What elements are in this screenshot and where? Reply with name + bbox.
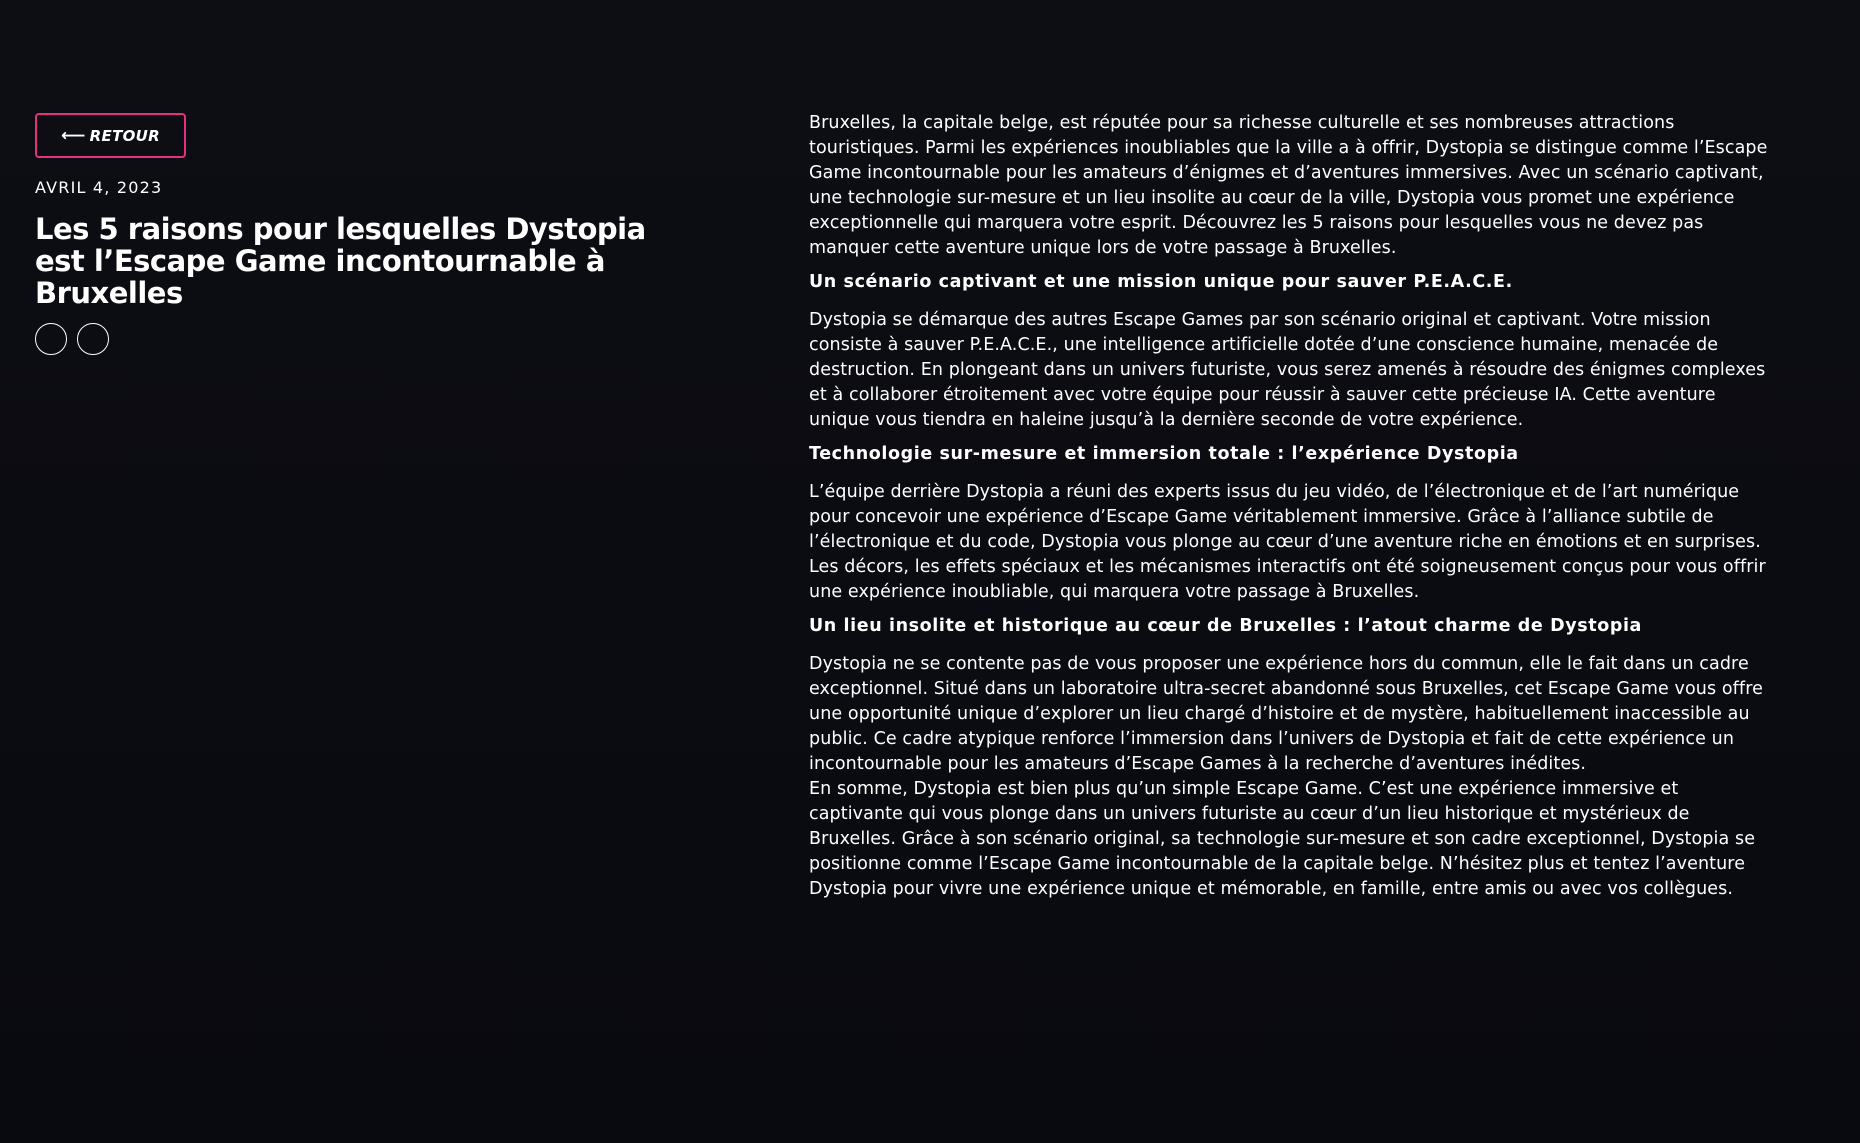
share-circle-icon[interactable] [35, 323, 67, 355]
section-paragraph: L’équipe derrière Dystopia a réuni des experts issus du jeu vidéo, de l’électronique et de l’art numérique pour concevoir une expérience d’Escape Game véritablement immersive. Grâce à l’alliance subtile de l’électronique et du code, Dystopia vous plonge au cœur d’une aventure riche en émotions et en surprises. Les décors, les effets spéciaux et les mécanismes interactifs ont été soigneusement conçus pour vous offrir une expérience inoubliable, qui marquera votre passage à Bruxelles. [809, 482, 1766, 602]
section-paragraph: Dystopia ne se contente pas de vous proposer une expérience hors du commun, elle le fait dans un cadre exceptionnel. Situé dans un laboratoire ultra-secret abandonné sous Bruxelles, cet Escape Game vous offre une opportunité unique d’explorer un lieu chargé d’histoire et de mystère, habituellement inaccessible au public. Ce cadre atypique renforce l’immersion dans l’univers de Dystopia et fait de cette expérience un incontournable pour les amateurs d’Escape Games à la recherche d’aventures inédites. [809, 654, 1763, 774]
arrow-left-icon: ⟵ [61, 125, 86, 146]
page-title: Les 5 raisons pour lesquelles Dystopia est l’Escape Game incontournable à Bruxelles [35, 212, 646, 310]
post-date: AVRIL 4, 2023 [35, 178, 163, 197]
share-circle-icon[interactable] [77, 323, 109, 355]
section-heading: Un lieu insolite et historique au cœur de Bruxelles : l’atout charme de Dystopia [809, 616, 1642, 636]
back-button[interactable] [35, 113, 186, 158]
section-heading: Technologie sur-mesure et immersion totale : l’expérience Dystopia [809, 444, 1519, 464]
article-body [809, 111, 1769, 902]
share-buttons [35, 323, 695, 355]
section-heading: Un scénario captivant et une mission unique pour sauver P.E.A.C.E. [809, 272, 1513, 292]
article-conclusion: En somme, Dystopia est bien plus qu’un simple Escape Game. C’est une expérience immersive et captivante qui vous plonge dans un univers futuriste au cœur d’un lieu historique et mystérieux de Bruxelles. Grâce à son scénario original, sa technologie sur-mesure et son cadre exceptionnel, Dystopia se positionne comme l’Escape Game incontournable de la capitale belge. N’hésitez plus et tentez l’aventure Dystopia pour vivre une expérience unique et mémorable, en famille, entre amis ou avec vos collègues. [809, 779, 1756, 899]
section-paragraph: Dystopia se démarque des autres Escape Games par son scénario original et captivant. Votre mission consiste à sauver P.E.A.C.E., une intelligence artificielle dotée d’une conscience humaine, menacée de destruction. En plongeant dans un univers futuriste, vous serez amenés à résoudre des énigmes complexes et à collaborer étroitement avec votre équipe pour réussir à sauver cette précieuse IA. Cette aventure unique vous tiendra en haleine jusqu’à la dernière seconde de votre expérience. [809, 310, 1766, 430]
post-header [35, 113, 695, 355]
article-intro: Bruxelles, la capitale belge, est réputée pour sa richesse culturelle et ses nombreuses attractions touristiques. Parmi les expériences inoubliables que la ville a à offrir, Dystopia se distingue comme l’Escape Game incontournable pour les amateurs d’énigmes et d’aventures immersives. Avec un scénario captivant, une technologie sur-mesure et un lieu insolite au cœur de la ville, Dystopia vous promet une expérience exceptionnelle qui marquera votre esprit. Découvrez les 5 raisons pour lesquelles vous ne devez pas manquer cette aventure unique lors de votre passage à Bruxelles. [809, 113, 1768, 258]
back-button-label: RETOUR [89, 126, 160, 145]
